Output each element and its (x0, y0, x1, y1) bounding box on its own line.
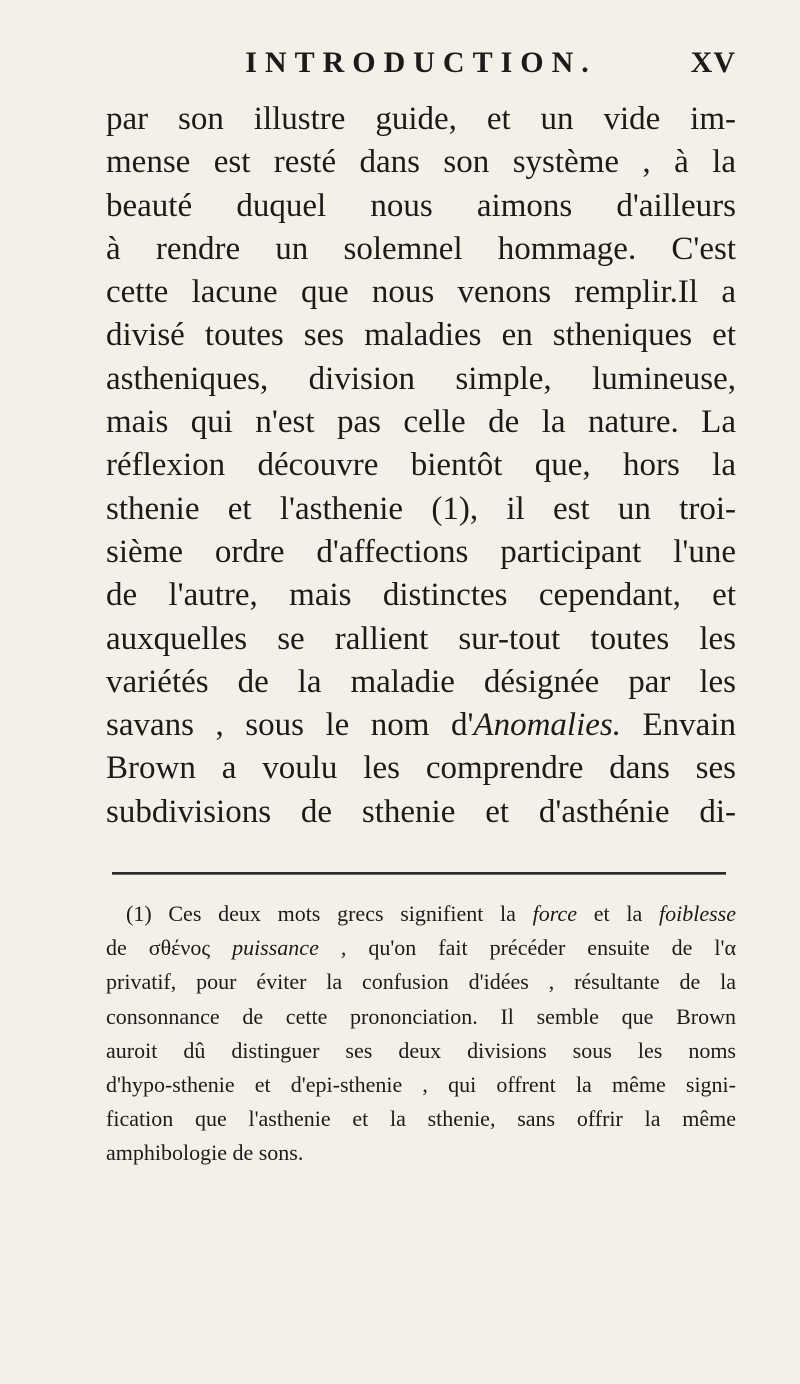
text-line: à rendre un solemnel hommage. C'est (106, 230, 736, 267)
running-head (106, 38, 736, 82)
footnote-line: amphibologie de sons. (106, 1140, 304, 1166)
footnote-line: fication que l'asthenie et la sthenie, sans offrir la même (106, 1106, 736, 1132)
text-line: sième ordre d'affections participant l'une (106, 533, 736, 570)
footnote-line: privatif, pour éviter la confusion d'idées , résultante de la (106, 969, 736, 995)
text-line: subdivisions de sthenie et d'asthénie di- (106, 793, 736, 830)
text-segment: (1) Ces deux mots grecs signifient la (126, 901, 533, 927)
footnote-line: consonnance de cette prononciation. Il semble que Brown (106, 1003, 736, 1029)
text-line: mense est resté dans son système , à la (106, 144, 736, 181)
text-line: sthenie et l'asthenie (1), il est un troi- (106, 490, 736, 527)
text-segment: de σθένος (106, 935, 233, 961)
footnote-line (106, 931, 736, 965)
italic-term: foiblesse (659, 901, 736, 927)
text-line: variétés de la maladie désignée par les (106, 663, 736, 700)
text-line: par son illustre guide, et un vide im- (106, 101, 736, 137)
running-head-title: INTRODUCTION. (245, 46, 597, 79)
italic-term: puissance , (232, 935, 347, 961)
text-line: auxquelles se rallient sur-tout toutes les (106, 620, 736, 657)
text-segment: et la (577, 901, 659, 927)
footnote (106, 897, 736, 1171)
text-segment: savans , sous le nom d' (106, 707, 474, 744)
text-line: réflexion découvre bientôt que, hors la (106, 447, 736, 484)
text-line: divisé toutes ses maladies en stheniques et (106, 317, 736, 354)
text-line: cette lacune que nous venons remplir.Il a (106, 274, 736, 311)
italic-term: Anomalies. (473, 707, 621, 744)
footnote-line: d'hypo-sthenie et d'epi-sthenie , qui offrent la même signi- (106, 1072, 736, 1098)
text-line: mais qui n'est pas celle de la nature. La (106, 404, 736, 441)
text-line: beauté duquel nous aimons d'ailleurs (106, 187, 736, 224)
italic-term: force (532, 901, 578, 927)
text-segment: qu'on fait précéder ensuite de l'α (346, 935, 736, 961)
page-number: XV (690, 46, 736, 79)
main-text (106, 98, 736, 834)
footnote-rule (112, 872, 726, 875)
text-segment: Envain (621, 707, 736, 744)
text-line (106, 704, 736, 747)
text-line: Brown a voulu les comprendre dans ses (106, 750, 736, 787)
text-line: de l'autre, mais distinctes cependant, et (106, 577, 736, 614)
text-line: astheniques, division simple, lumineuse, (106, 360, 736, 397)
footnote-line: auroit dû distinguer ses deux divisions sous les noms (106, 1037, 736, 1063)
footnote-line (106, 897, 736, 931)
